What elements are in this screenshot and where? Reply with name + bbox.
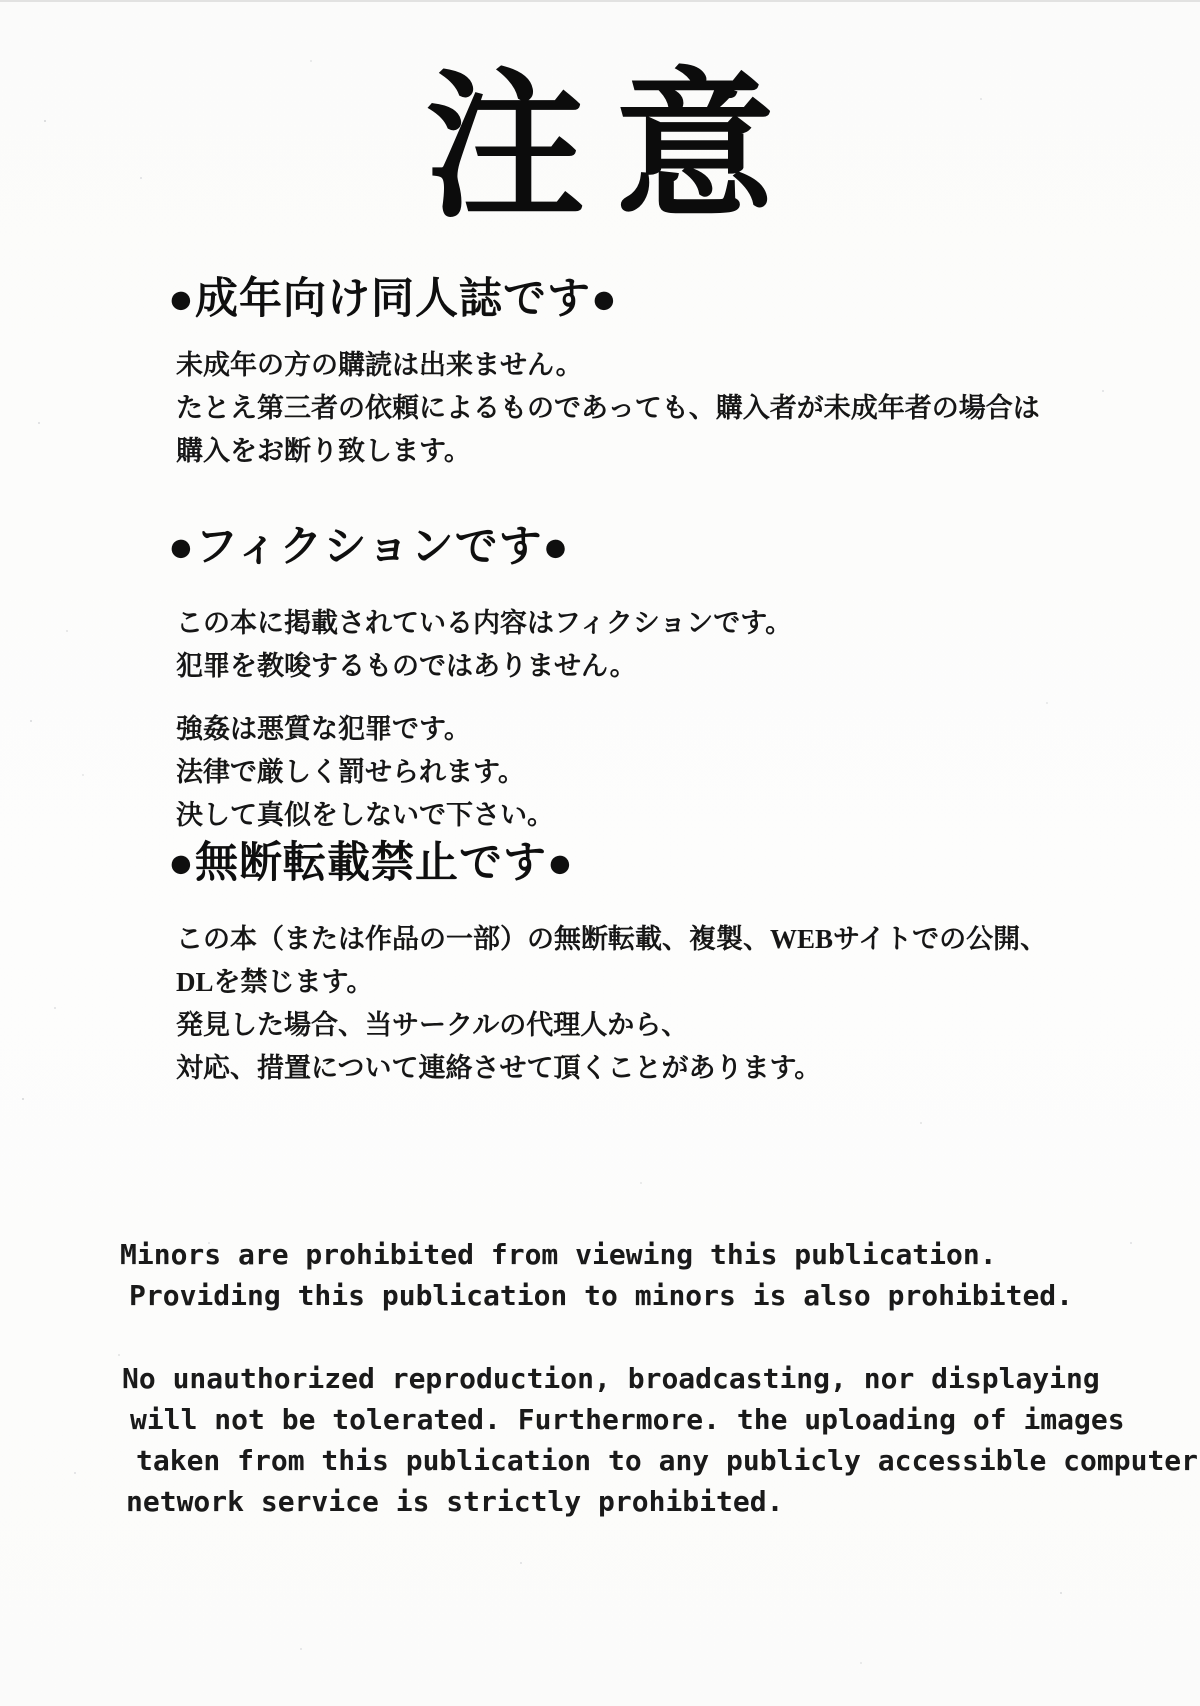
text-line: 対応、措置について連絡させて頂くことがあります。 bbox=[176, 1053, 822, 1083]
text-line: 強姦は悪質な犯罪です。 bbox=[176, 714, 471, 744]
section-no-reproduction-paragraph bbox=[176, 918, 1047, 1090]
text-line: この本に掲載されている内容はフィクションです。 bbox=[176, 608, 793, 638]
text-line: 犯罪を教唆するものではありません。 bbox=[176, 651, 637, 681]
text-line: この本（または作品の一部）の無断転載、複製、WEBサイトでの公開、 bbox=[176, 924, 1048, 954]
text-line: will not be tolerated. Furthermore. the uploading of images bbox=[130, 1403, 1125, 1436]
text-line: 発見した場合、当サークルの代理人から、 bbox=[176, 1010, 689, 1040]
section-fiction-paragraph-1 bbox=[176, 602, 792, 688]
english-minors-paragraph bbox=[120, 1234, 1073, 1316]
text-line: network service is strictly prohibited. bbox=[126, 1485, 784, 1518]
text-line: Providing this publication to minors is also prohibited. bbox=[129, 1279, 1074, 1312]
text-line: Minors are prohibited from viewing this publication. bbox=[120, 1238, 997, 1271]
section-fiction-paragraph-2 bbox=[176, 708, 554, 837]
section-heading-adult-only: ●成年向け同人誌です● bbox=[168, 276, 618, 323]
text-line: 未成年の方の購読は出来ません。 bbox=[176, 350, 583, 380]
text-line: たとえ第三者の依頼によるものであっても、購入者が未成年者の場合は bbox=[176, 393, 1040, 423]
scan-noise-speckles bbox=[0, 2, 2, 4]
section-adult-only-paragraph bbox=[176, 344, 1040, 473]
section-heading-no-reproduction: ●無断転載禁止です● bbox=[168, 840, 574, 887]
text-line: 法律で厳しく罰せられます。 bbox=[176, 757, 525, 787]
section-heading-fiction: ●フィクションです● bbox=[168, 524, 570, 571]
text-line: 購入をお断り致します。 bbox=[176, 436, 471, 466]
page-title: 注意 bbox=[424, 53, 805, 240]
text-line: DLを禁じます。 bbox=[176, 967, 374, 997]
text-line: 決して真似をしないで下さい。 bbox=[176, 800, 554, 830]
text-line: No unauthorized reproduction, broadcasting, nor displaying bbox=[122, 1362, 1100, 1395]
english-reproduction-paragraph bbox=[120, 1358, 1198, 1522]
text-line: taken from this publication to any publicly accessible computer bbox=[136, 1444, 1199, 1477]
